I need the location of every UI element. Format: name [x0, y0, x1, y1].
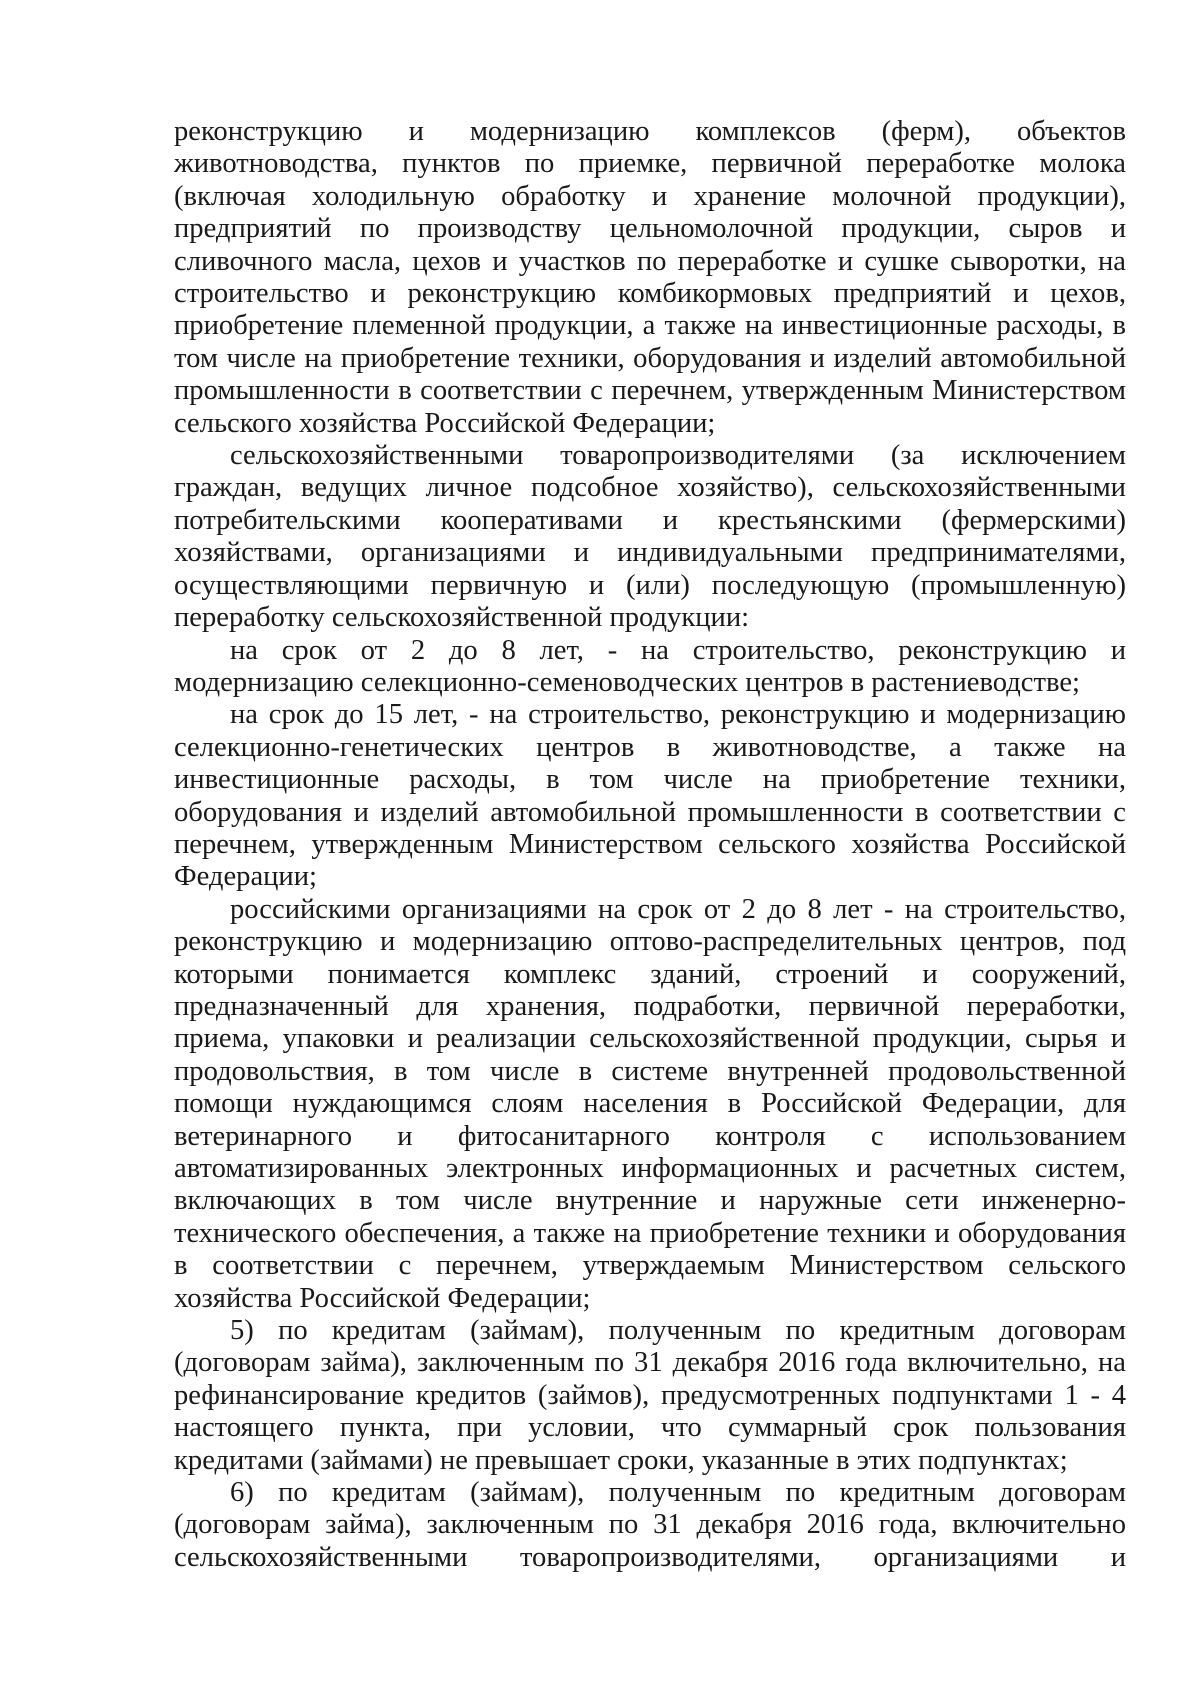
- text-line: инвестиционные расходы, в том числе на приобретение техники,: [174, 764, 1126, 796]
- text-line: хозяйства Российской Федерации;: [174, 1282, 591, 1314]
- text-line: в соответствии с перечнем, утверждаемым Министерством сельского: [174, 1250, 1126, 1282]
- text-line: российскими организациями на срок от 2 до 8 лет - на строительство,: [230, 893, 1126, 925]
- text-line: животноводства, пунктов по приемке, первичной переработке молока: [174, 148, 1126, 180]
- text-line: настоящего пункта, при условии, что суммарный срок пользования: [174, 1412, 1126, 1444]
- text-line: ветеринарного и фитосанитарного контроля с использованием: [174, 1120, 1126, 1152]
- text-line: граждан, ведущих личное подсобное хозяйство), сельскохозяйственными: [174, 472, 1126, 504]
- text-line: промышленности в соответствии с перечнем, утвержденным Министерством: [174, 375, 1126, 407]
- text-line: рефинансирование кредитов (займов), предусмотренных подпунктами 1 - 4: [174, 1379, 1126, 1411]
- paragraph-7: [174, 1477, 1126, 1574]
- text-line: 5) по кредитам (займам), полученным по кредитным договорам: [230, 1315, 1126, 1347]
- text-line: (включая холодильную обработку и хранение молочной продукции),: [174, 180, 1126, 212]
- text-line: оборудования и изделий автомобильной промышленности в соответствии с: [174, 796, 1126, 828]
- paragraph-5: [174, 894, 1126, 1315]
- text-line: автоматизированных электронных информационных и расчетных систем,: [174, 1153, 1126, 1184]
- text-line: на срок до 15 лет, - на строительство, реконструкцию и модернизацию: [230, 699, 1126, 731]
- text-line: (договорам займа), заключенным по 31 декабря 2016 года, включительно: [174, 1509, 1126, 1541]
- text-line: модернизацию селекционно-семеноводческих центров в растениеводстве;: [174, 666, 1080, 698]
- text-line: осуществляющими первичную и (или) последующую (промышленную): [174, 569, 1126, 601]
- text-line: на срок от 2 до 8 лет, - на строительство, реконструкцию и: [230, 634, 1126, 666]
- text-line: селекционно-генетических центров в животноводстве, а также на: [174, 731, 1126, 763]
- text-line: кредитами (займами) не превышает сроки, указанные в этих подпунктах;: [174, 1444, 1068, 1476]
- text-line: включающих в том числе внутренние и наружные сети инженерно-: [174, 1185, 1126, 1217]
- text-line: сливочного масла, цехов и участков по переработке и сушке сыворотки, на: [174, 245, 1126, 277]
- paragraph-3: [174, 635, 1126, 700]
- text-line: (договорам займа), заключенным по 31 декабря 2016 года включительно, на: [174, 1347, 1126, 1379]
- text-line: том числе на приобретение техники, оборудования и изделий автомобильной: [174, 342, 1126, 374]
- text-line: хозяйствами, организациями и индивидуальными предпринимателями,: [174, 537, 1126, 569]
- document-page: [174, 116, 1126, 1574]
- text-line: которыми понимается комплекс зданий, строений и сооружений,: [174, 958, 1126, 990]
- text-line: сельского хозяйства Российской Федерации;: [174, 407, 716, 439]
- text-line: 6) по кредитам (займам), полученным по кредитным договорам: [230, 1477, 1126, 1509]
- text-line: переработку сельскохозяйственной продукции:: [174, 602, 750, 634]
- text-line: реконструкцию и модернизацию комплексов (ферм), объектов: [174, 116, 1126, 147]
- text-line: Федерации;: [174, 861, 317, 893]
- text-line: технического обеспечения, а также на приобретение техники и оборудования: [174, 1217, 1126, 1249]
- text-line: приобретение племенной продукции, а также на инвестиционные расходы, в: [174, 310, 1126, 342]
- paragraph-4: [174, 699, 1126, 893]
- text-line: строительство и реконструкцию комбикормовых предприятий и цехов,: [174, 278, 1126, 310]
- text-line: приема, упаковки и реализации сельскохозяйственной продукции, сырья и: [174, 1023, 1126, 1055]
- text-line: продовольствия, в том числе в системе внутренней продовольственной: [174, 1055, 1126, 1087]
- text-line: предприятий по производству цельномолочной продукции, сыров и: [174, 213, 1126, 245]
- text-line: сельскохозяйственными товаропроизводителями (за исключением: [230, 440, 1126, 472]
- text-line: сельскохозяйственными товаропроизводителями, организациями и: [174, 1541, 1126, 1573]
- paragraph-6: [174, 1315, 1126, 1477]
- text-line: реконструкцию и модернизацию оптово-распределительных центров, под: [174, 926, 1126, 958]
- paragraph-1: [174, 116, 1126, 440]
- text-line: предназначенный для хранения, подработки, первичной переработки,: [174, 990, 1126, 1022]
- text-line: потребительскими кооперативами и крестьянскими (фермерскими): [174, 504, 1126, 536]
- paragraph-2: [174, 440, 1126, 634]
- text-line: помощи нуждающимся слоям населения в Российской Федерации, для: [174, 1088, 1126, 1120]
- text-line: перечнем, утвержденным Министерством сельского хозяйства Российской: [174, 828, 1126, 860]
